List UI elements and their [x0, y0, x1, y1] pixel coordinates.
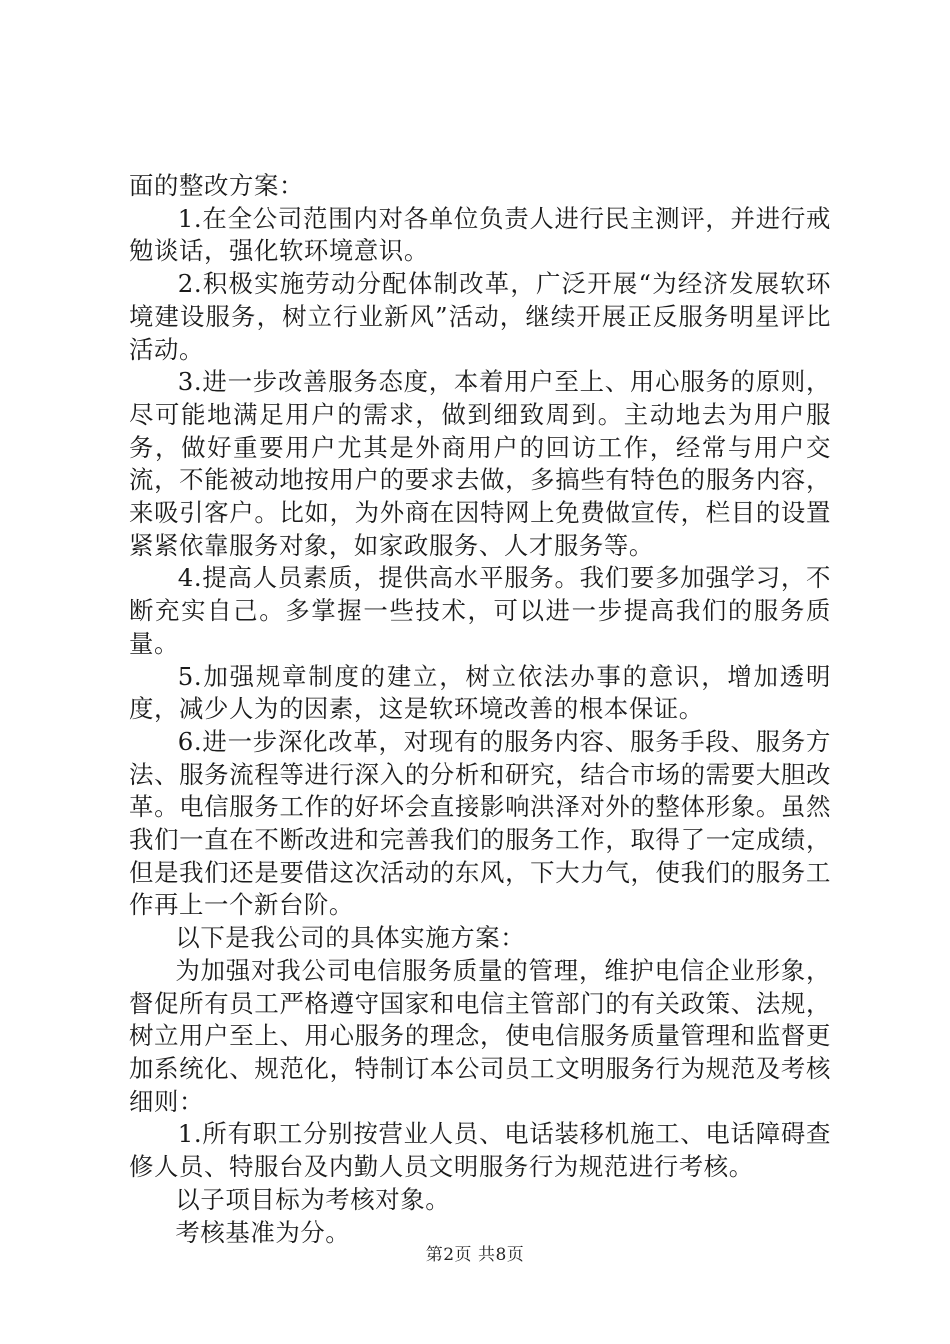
- page-footer: [0, 1245, 950, 1265]
- paragraph-assessment-basis: 考核基准为分。: [175, 1217, 351, 1247]
- paragraph-plan-heading: 以下是我公司的具体实施方案：: [175, 923, 526, 953]
- paragraph-item-6: 6.进一步深化改革，对现有的服务内容、服务手段、服务方法、服务流程等进行深入的分析和研究，结合市场的需要大胆改革。电信服务工作的好坏会直接影响洪泽对外的整体形象。虽然我们一直在不断改进和完善我们的服务工作，取得了一定成绩，但是我们还是要借这次活动的东风，下大力气，使我们的服务工作再上一个新台阶。: [129, 726, 831, 920]
- paragraph-intro: 面的整改方案：: [129, 171, 304, 200]
- paragraph-assessment-object: 以子项目标为考核对象。: [175, 1184, 451, 1214]
- paragraph-item-4: 4.提高人员素质，提供高水平服务。我们要多加强学习，不断充实自己。多掌握一些技术，可以进一步提高我们的服务质量。: [129, 563, 831, 658]
- document-body: [129, 170, 831, 1249]
- paragraph-item-2: 2.积极实施劳动分配体制改革，广泛开展“为经济发展软环境建设服务，树立行业新风”活动，继续开展正反服务明星评比活动。: [129, 269, 831, 364]
- paragraph-item-1: 1.在全公司范围内对各单位负责人进行民主测评，并进行戒勉谈话，强化软环境意识。: [129, 203, 831, 266]
- paragraph-item-5: 5.加强规章制度的建立，树立依法办事的意识，增加透明度，减少人为的因素，这是软环境改善的根本保证。: [129, 661, 831, 724]
- page-indicator: 第2页 共8页: [425, 1245, 525, 1265]
- paragraph-item-3: 3.进一步改善服务态度，本着用户至上、用心服务的原则，尽可能地满足用户的需求，做到细致周到。主动地去为用户服务，做好重要用户尤其是外商用户的回访工作，经常与用户交流，不能被动地按用户的要求去做，多搞些有特色的服务内容，来吸引客户。比如，为外商在因特网上免费做宣传，栏目的设置紧紧依靠服务对象，如家政服务、人才服务等。: [129, 367, 831, 560]
- paragraph-plan-purpose: 为加强对我公司电信服务质量的管理，维护电信企业形象，督促所有员工严格遵守国家和电信主管部门的有关政策、法规，树立用户至上、用心服务的理念，使电信服务质量管理和监督更加系统化、规范化，特制订本公司员工文明服务行为规范及考核细则：: [129, 955, 831, 1116]
- paragraph-plan-item-1: 1.所有职工分别按营业人员、电话装移机施工、电话障碍查修人员、特服台及内勤人员文明服务行为规范进行考核。: [129, 1119, 831, 1182]
